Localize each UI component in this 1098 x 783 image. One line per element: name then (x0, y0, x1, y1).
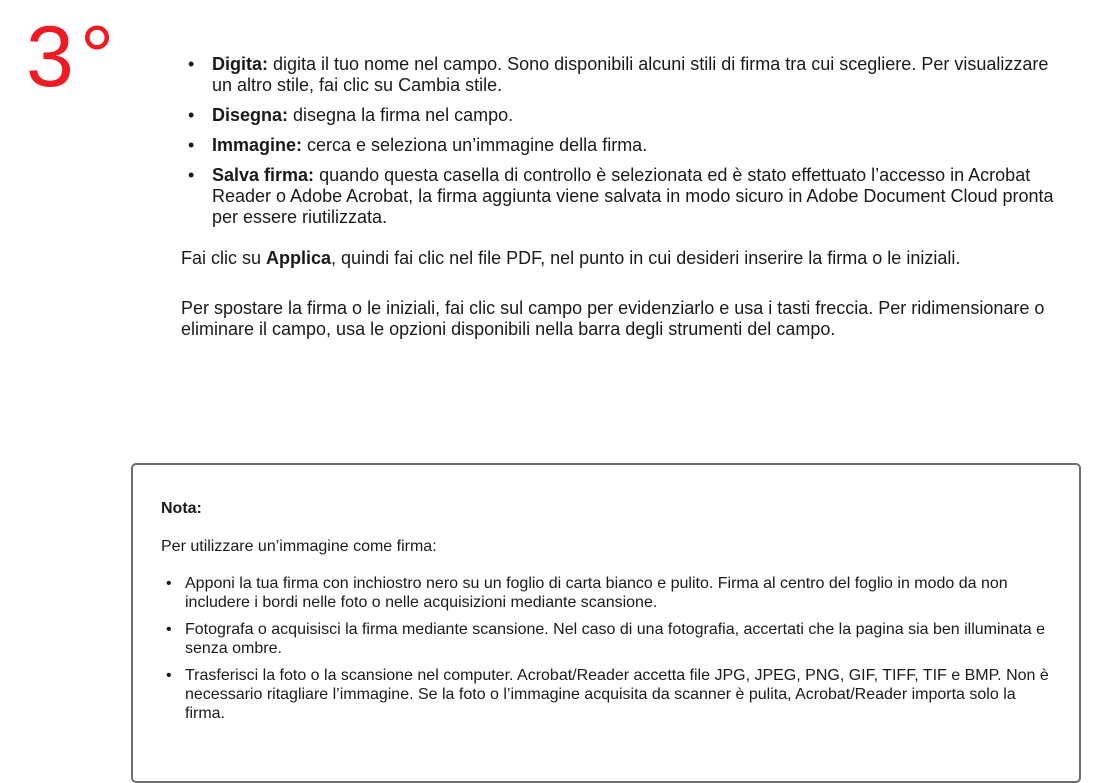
list-item (161, 620, 1051, 658)
option-term: Disegna: (212, 105, 289, 125)
option-text: quando questa casella di controllo è selezionata ed è stato effettuato l’accesso in Acrobat Reader o Adobe Acrobat, la firma aggiunta viene salvata in modo sicuro in Adobe Document Cloud pronta per essere riutilizzata. (212, 165, 1054, 227)
note-box (131, 463, 1081, 783)
option-term: Immagine: (212, 135, 303, 155)
bullet-icon: • (166, 575, 172, 592)
bullet-icon: • (188, 165, 195, 185)
bullet-icon: • (166, 621, 172, 638)
note-title: Nota: (161, 500, 202, 517)
note-intro: Per utilizzare un’immagine come firma: (161, 538, 437, 555)
signature-options-list (181, 54, 1061, 228)
list-item (181, 105, 1061, 126)
apply-suffix: , quindi fai clic nel file PDF, nel punto in cui desideri inserire la firma o le iniziali. (331, 248, 961, 268)
option-term: Salva firma: (212, 165, 315, 185)
note-list (161, 574, 1051, 723)
instructions-content (181, 54, 1061, 340)
bullet-icon: • (188, 105, 195, 125)
bullet-icon: • (188, 135, 195, 155)
apply-prefix: Fai clic su (181, 248, 267, 268)
option-text: disegna la firma nel campo. (288, 105, 514, 125)
bullet-icon: • (166, 667, 172, 684)
move-paragraph: Per spostare la firma o le iniziali, fai clic sul campo per evidenziarlo e usa i tasti freccia. Per ridimensionare o eliminare il campo, usa le opzioni disponibili nella barra degli strumenti del campo. (181, 298, 1045, 339)
apply-keyword: Applica (266, 248, 332, 268)
list-item (181, 54, 1061, 96)
note-item-text: Apponi la tua firma con inchiostro nero su un foglio di carta bianco e pulito. Firma al centro del foglio in modo da non includere i bordi nelle foto o nelle acquisizioni mediante scansione. (185, 575, 1008, 611)
note-item-text: Trasferisci la foto o la scansione nel computer. Acrobat/Reader accetta file JPG, JPEG, PNG, GIF, TIFF, TIF e BMP. Non è necessario ritagliare l’immagine. Se la foto o l’immagine acquisita da scanner è pulita, Acrobat/Reader importa solo la firma. (185, 667, 1049, 722)
list-item (181, 165, 1061, 228)
option-text: digita il tuo nome nel campo. Sono disponibili alcuni stili di firma tra cui scegliere. Per visualizzare un altro stile, fai clic su Cambia stile. (212, 54, 1049, 95)
list-item (161, 574, 1051, 612)
option-term: Digita: (212, 54, 268, 74)
bullet-icon: • (188, 54, 195, 74)
note-item-text: Fotografa o acquisisci la firma mediante scansione. Nel caso di una fotografia, accertati che la pagina sia ben illuminata e senza ombre. (185, 621, 1046, 657)
list-item (161, 666, 1051, 723)
apply-paragraph (181, 248, 1061, 269)
option-text: cerca e seleziona un’immagine della firma. (302, 135, 648, 155)
list-item (181, 135, 1061, 156)
step-number: 3° (26, 9, 121, 105)
